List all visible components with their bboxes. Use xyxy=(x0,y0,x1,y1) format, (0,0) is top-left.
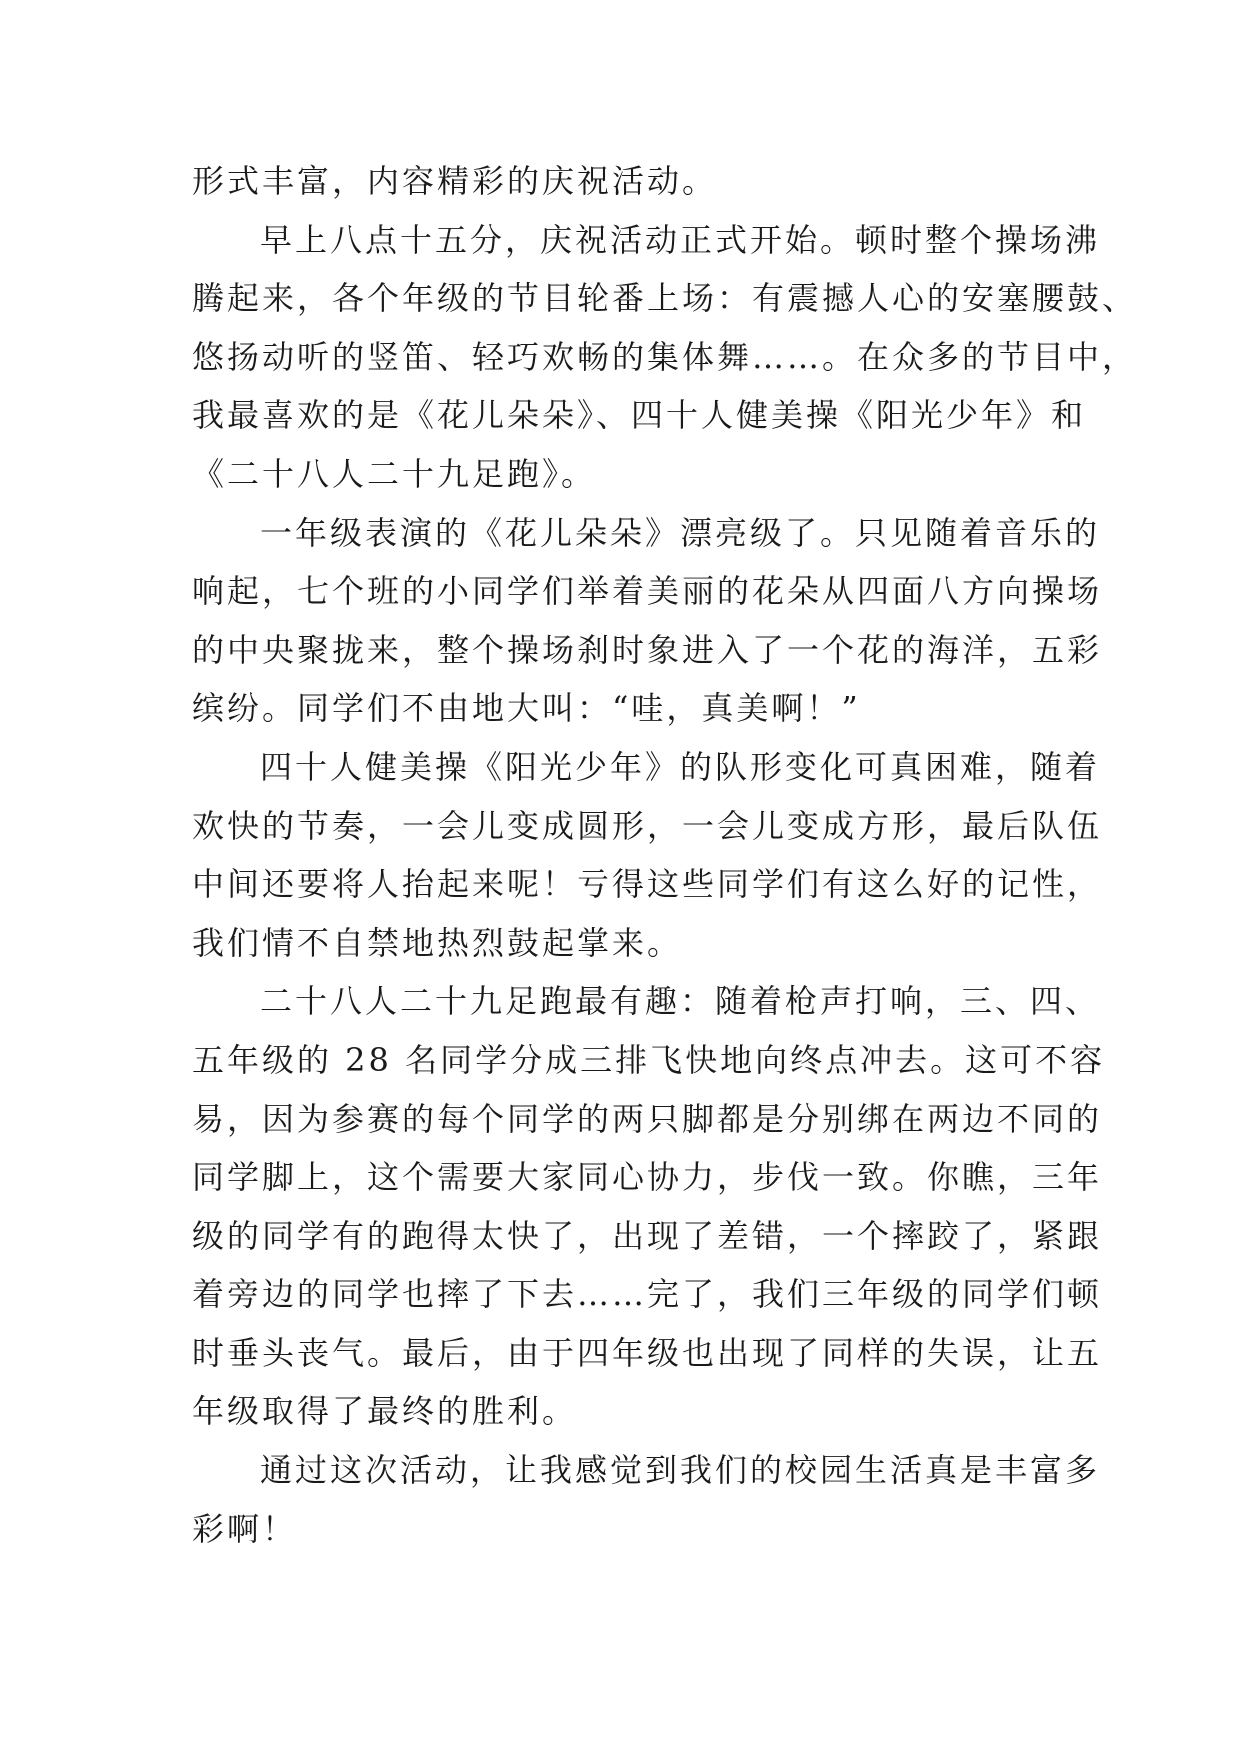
text-line: 的中央聚拢来，整个操场刹时象进入了一个花的海洋，五彩 xyxy=(192,630,1103,669)
text-line: 中间还要将人抬起来呢！亏得这些同学们有这么好的记性， xyxy=(192,865,1103,904)
text-line: 我最喜欢的是《花儿朵朵》、四十人健美操《阳光少年》和 xyxy=(192,396,1087,435)
text-line: 《二十八人二十九足跑》。 xyxy=(192,454,597,493)
text-line: 形式丰富，内容精彩的庆祝活动。 xyxy=(192,162,718,200)
text-line: 我们情不自禁地热烈鼓起掌来。 xyxy=(192,923,683,962)
text-line: 着旁边的同学也摔了下去……完了，我们三年级的同学们顿 xyxy=(192,1275,1103,1314)
paragraph-start-line: 早上八点十五分，庆祝活动正式开始。顿时整个操场沸 xyxy=(260,220,1101,259)
text-line: 易，因为参赛的每个同学的两只脚都是分别绑在两边不同的 xyxy=(192,1099,1103,1138)
paragraph-start-line: 一年级表演的《花儿朵朵》漂亮级了。只见随着音乐的 xyxy=(260,513,1101,552)
text-line: 彩啊！ xyxy=(192,1509,298,1548)
text-line: 响起，七个班的小同学们举着美丽的花朵从四面八方向操场 xyxy=(192,572,1103,611)
paragraph-start-line: 二十八人二十九足跑最有趣：随着枪声打响，三、四、 xyxy=(260,982,1101,1021)
text-line: 年级取得了最终的胜利。 xyxy=(192,1392,578,1431)
text-line: 时垂头丧气。最后，由于四年级也出现了同样的失误，让五 xyxy=(192,1333,1103,1372)
text-line: 腾起来，各个年级的节目轮番上场：有震撼人心的安塞腰鼓、 xyxy=(192,279,1138,318)
text-line: 缤纷。同学们不由地大叫：“哇，真美啊！” xyxy=(192,689,861,728)
document-body xyxy=(192,152,1138,1558)
paragraph-start-line: 四十人健美操《阳光少年》的队形变化可真困难，随着 xyxy=(260,747,1101,786)
text-line: 级的同学有的跑得太快了，出现了差错，一个摔跤了，紧跟 xyxy=(192,1216,1103,1255)
paragraph-start-line: 通过这次活动，让我感觉到我们的校园生活真是丰富多 xyxy=(260,1451,1101,1490)
text-line: 同学脚上，这个需要大家同心协力，步伐一致。你瞧，三年 xyxy=(192,1158,1103,1197)
text-line: 悠扬动听的竖笛、轻巧欢畅的集体舞……。在众多的节目中， xyxy=(192,337,1138,376)
text-line: 五年级的 28 名同学分成三排飞快地向终点冲去。这可不容 xyxy=(192,1040,1106,1079)
text-line: 欢快的节奏，一会儿变成圆形，一会儿变成方形，最后队伍 xyxy=(192,806,1103,845)
